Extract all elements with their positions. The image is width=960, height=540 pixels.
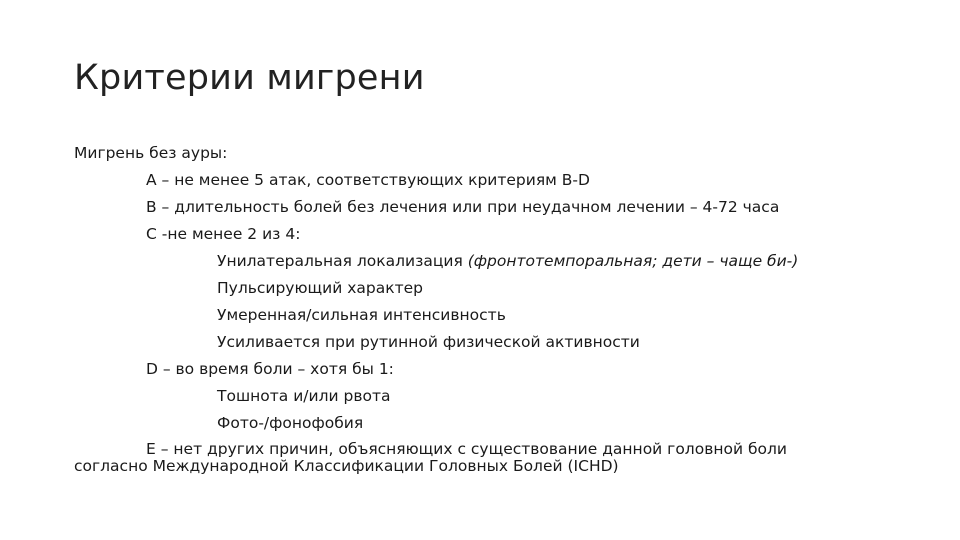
c-item-pulsating: Пульсирующий характер: [217, 279, 423, 297]
criterion-a: А – не менее 5 атак, соответствующих критериям B-D: [146, 171, 590, 189]
criterion-e-line2: согласно Международной Классификации Головных Болей (ICHD): [74, 457, 619, 475]
c-item-activity: Усиливается при рутинной физической активности: [217, 333, 640, 351]
section-heading: Мигрень без ауры:: [74, 144, 228, 162]
slide-title: Критерии мигрени: [74, 58, 425, 98]
criterion-d: D – во время боли – хотя бы 1:: [146, 360, 394, 378]
criterion-e-line1: Е – нет других причин, объясняющих с существование данной головной боли: [146, 440, 787, 458]
c-item-text: Унилатеральная локализация: [217, 252, 468, 270]
c-item-intensity: Умеренная/сильная интенсивность: [217, 306, 506, 324]
c-item-unilateral: [217, 252, 798, 270]
criterion-b: B – длительность болей без лечения или при неудачном лечении – 4-72 часа: [146, 198, 780, 216]
criterion-c: С -не менее 2 из 4:: [146, 225, 301, 243]
d-item-photophobia: Фото-/фонофобия: [217, 414, 364, 432]
d-item-nausea: Тошнота и/или рвота: [217, 387, 391, 405]
c-item-note: (фронтотемпоральная; дети – чаще би-): [467, 252, 799, 270]
